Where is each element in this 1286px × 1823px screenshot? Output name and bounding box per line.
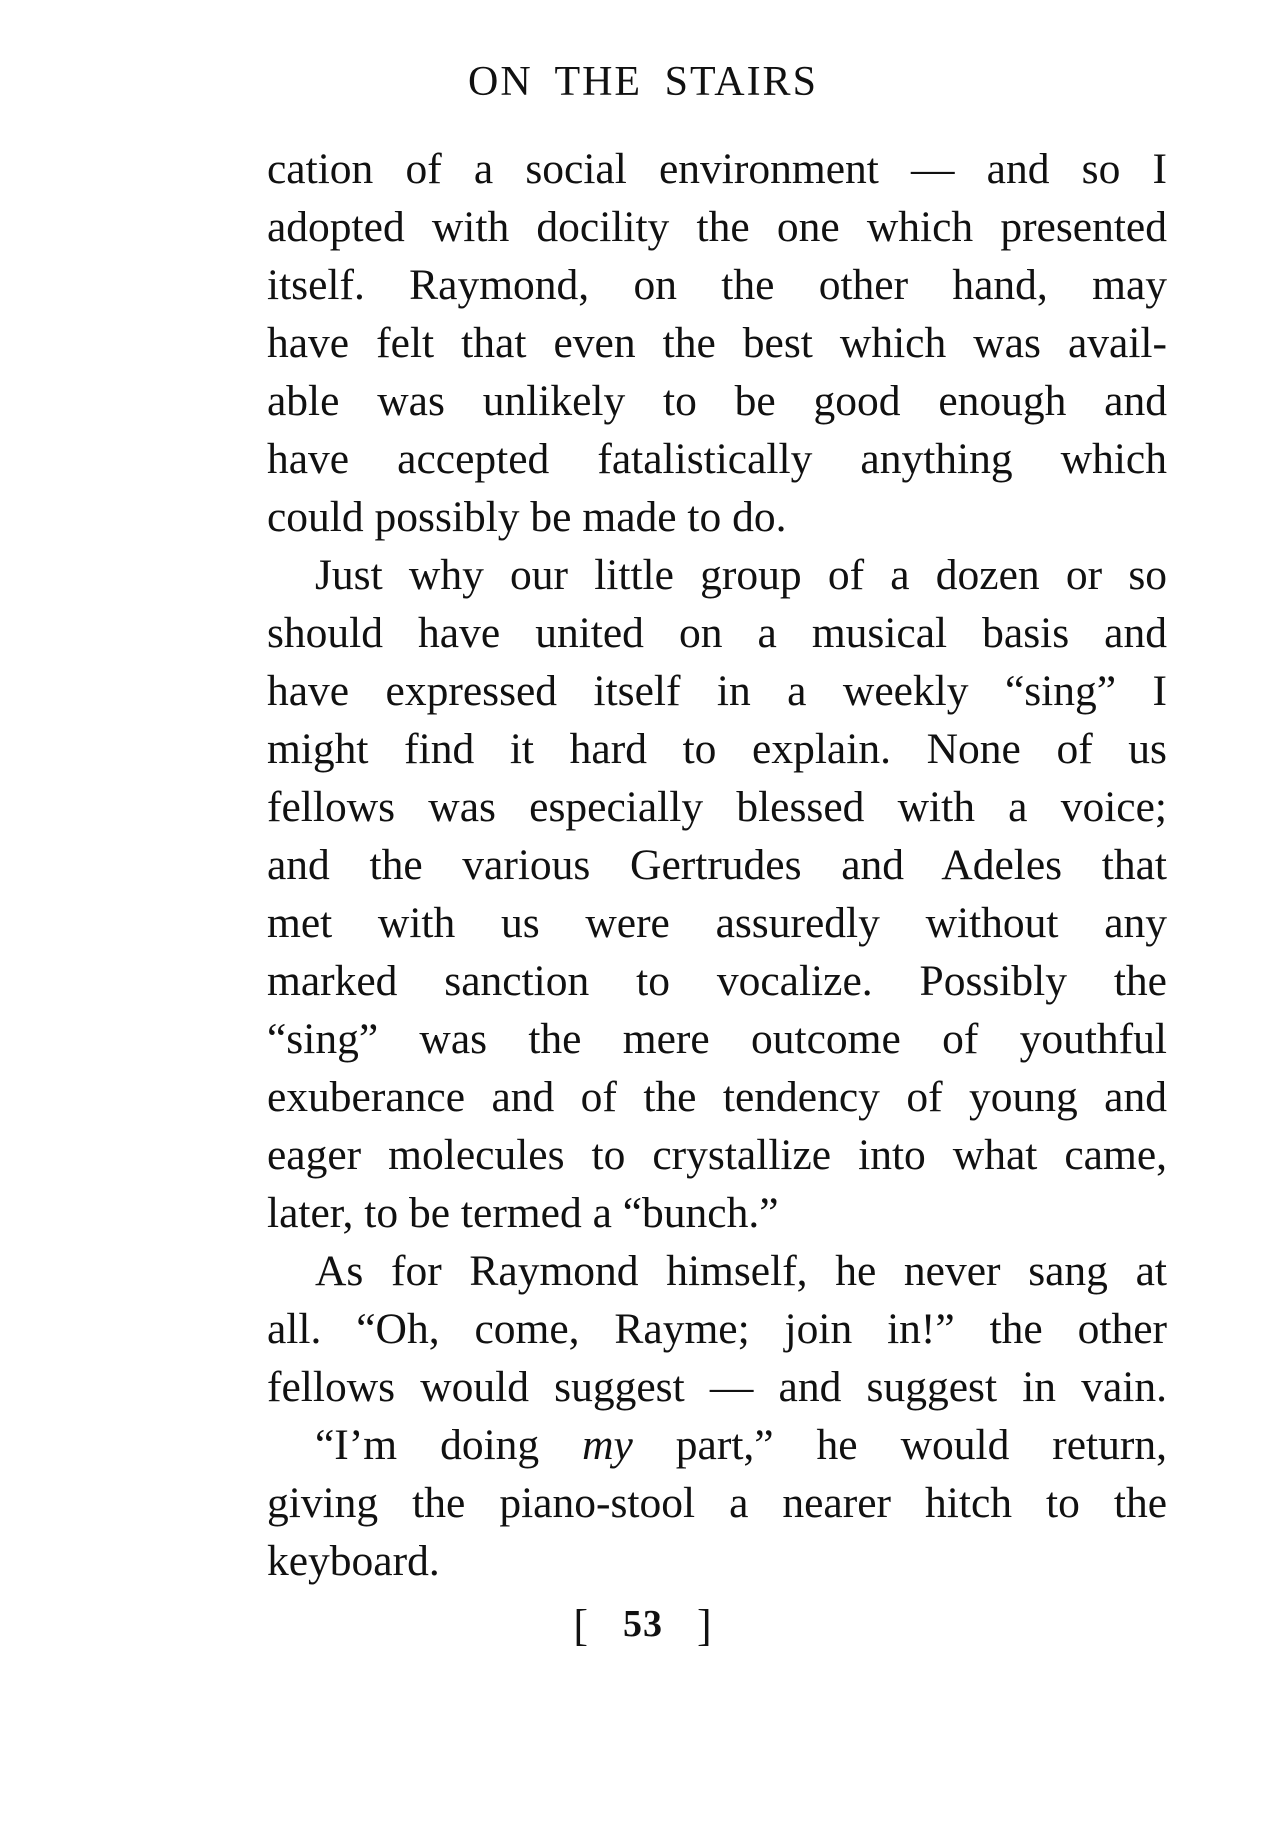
text-line: have accepted fatalistically anything which bbox=[267, 435, 1167, 483]
folio-number: 53 bbox=[623, 1603, 663, 1645]
text-line: keyboard. bbox=[267, 1537, 440, 1585]
text-line: marked sanction to vocalize. Possibly the bbox=[267, 957, 1167, 1005]
text-line: exuberance and of the tendency of young and bbox=[267, 1073, 1167, 1121]
text-run: “I’m doing bbox=[315, 1421, 583, 1469]
text-line: met with us were assuredly without any bbox=[267, 899, 1167, 947]
text-line: fellows would suggest — and suggest in vain. bbox=[267, 1363, 1167, 1411]
text-line: Just why our little group of a dozen or so bbox=[315, 551, 1167, 599]
text-line: later, to be termed a “bunch.” bbox=[267, 1189, 779, 1237]
text-line: have felt that even the best which was avail- bbox=[267, 319, 1167, 367]
text-line: could possibly be made to do. bbox=[267, 493, 787, 541]
text-line: itself. Raymond, on the other hand, may bbox=[267, 261, 1167, 309]
paragraph bbox=[267, 140, 1167, 546]
paragraph bbox=[267, 1242, 1167, 1416]
text-line: have expressed itself in a weekly “sing” I bbox=[267, 667, 1167, 715]
running-head: ON THE STAIRS bbox=[468, 59, 818, 105]
paragraph bbox=[267, 546, 1167, 1242]
text-line bbox=[267, 1416, 1167, 1474]
text-line: all. “Oh, come, Rayme; join in!” the other bbox=[267, 1305, 1167, 1353]
text-line: giving the piano-stool a nearer hitch to the bbox=[267, 1479, 1167, 1527]
text-line: adopted with docility the one which presented bbox=[267, 203, 1167, 251]
italic-text: my bbox=[582, 1421, 633, 1469]
folio-open-bracket: [ bbox=[573, 1601, 589, 1650]
text-line: “sing” was the mere outcome of youthful bbox=[267, 1015, 1167, 1063]
text-line: able was unlikely to be good enough and bbox=[267, 377, 1167, 425]
folio-close-bracket: ] bbox=[697, 1601, 713, 1650]
paragraph bbox=[267, 1416, 1167, 1590]
text-line: As for Raymond himself, he never sang at bbox=[315, 1247, 1167, 1295]
text-line: and the various Gertrudes and Adeles that bbox=[267, 841, 1167, 889]
text-line: should have united on a musical basis and bbox=[267, 609, 1167, 657]
text-line: might find it hard to explain. None of us bbox=[267, 725, 1167, 773]
text-line: eager molecules to crystallize into what came, bbox=[267, 1131, 1167, 1179]
body-text bbox=[267, 140, 1167, 1590]
text-run: part,” he would return, bbox=[632, 1421, 1168, 1469]
text-line: fellows was especially blessed with a voice; bbox=[267, 783, 1167, 831]
text-line: cation of a social environment — and so I bbox=[267, 145, 1167, 193]
page-number bbox=[0, 1600, 1286, 1651]
